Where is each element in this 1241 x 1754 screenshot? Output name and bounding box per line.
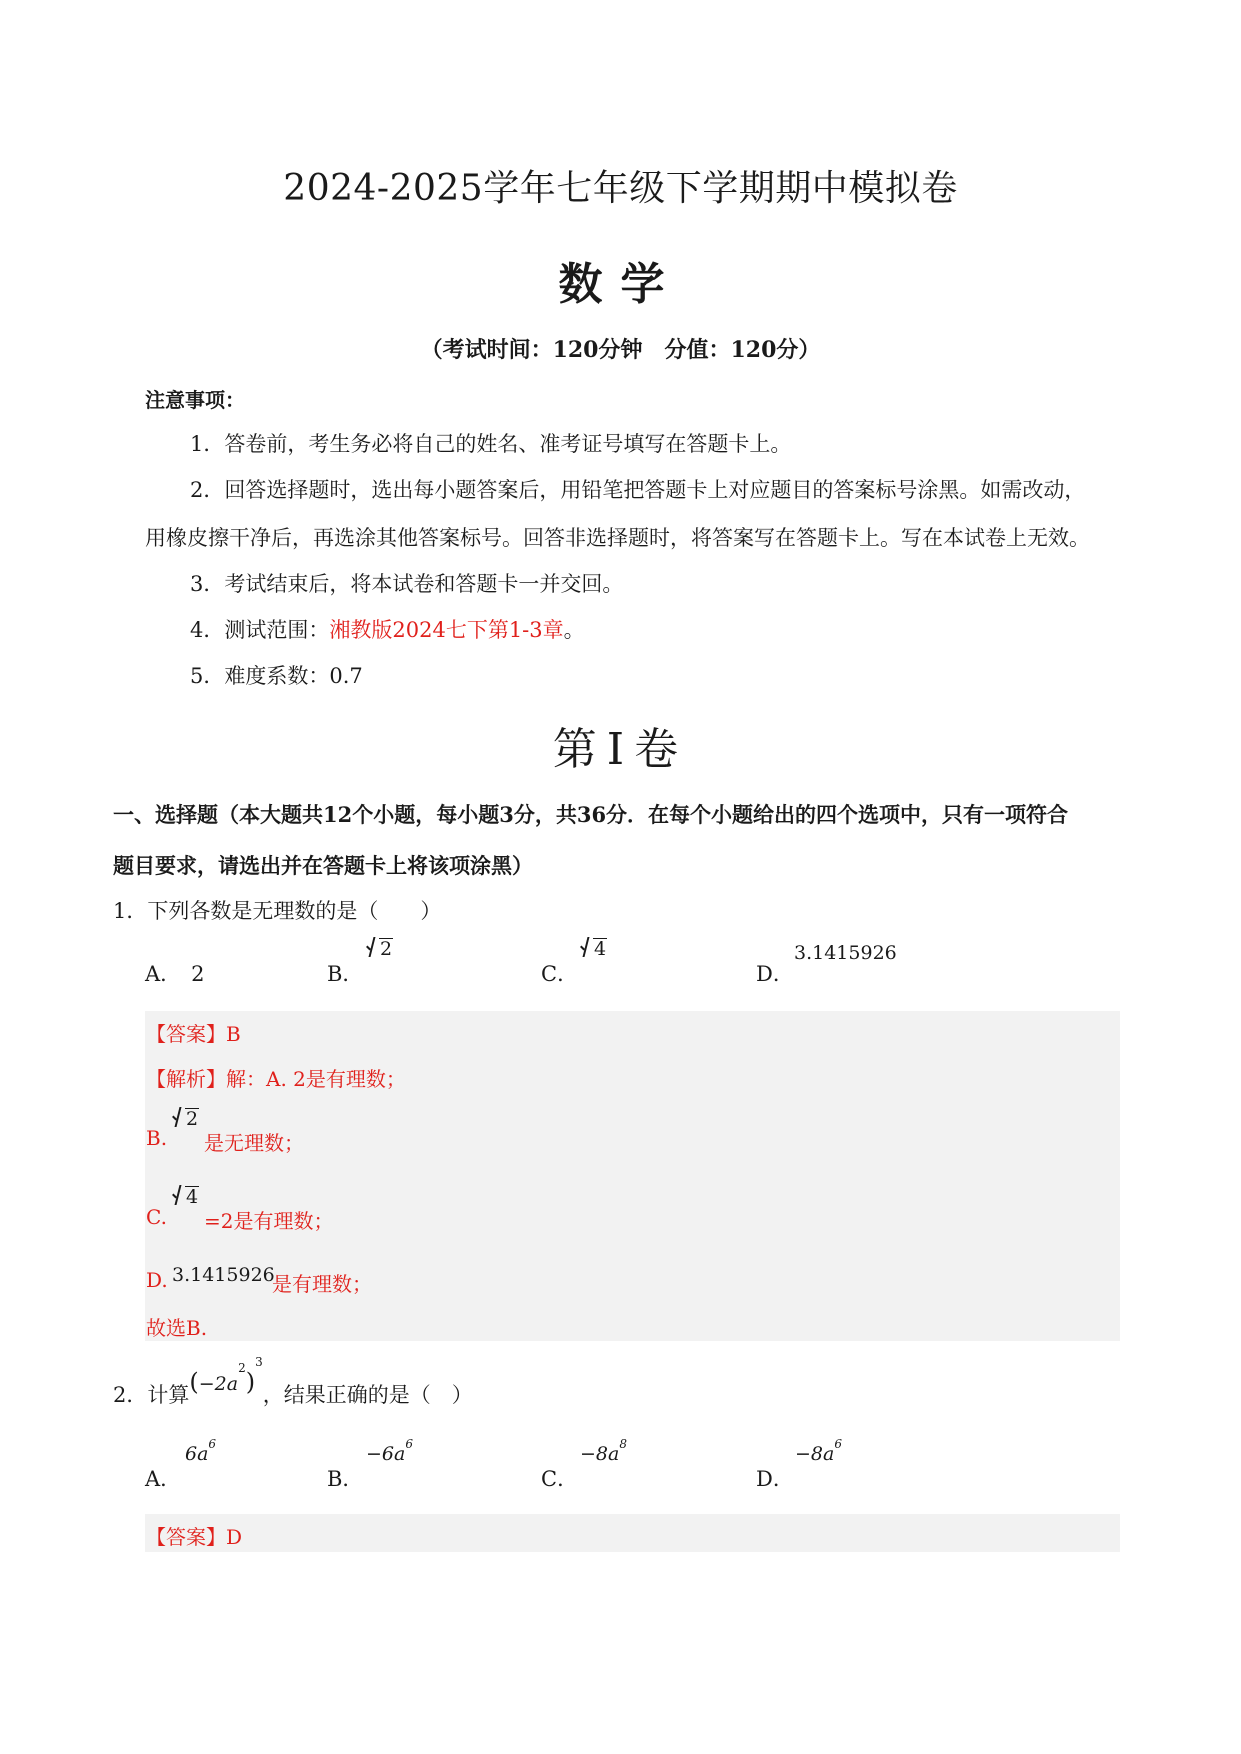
q2-option-c-value (580, 1437, 627, 1465)
q1-conclusion: 故选B. (146, 1316, 208, 1340)
coef: −8a (795, 1443, 835, 1465)
q1-analysis-d-text: 是有理数； (272, 1272, 372, 1296)
q1-analysis-d-prefix: D. (146, 1268, 168, 1292)
option-value: 2 (191, 962, 205, 986)
note-3: 3．考试结束后，将本试卷和答题卡一并交回。 (190, 572, 624, 596)
coef: 6a (185, 1443, 209, 1465)
radicand: 4 (594, 938, 607, 960)
section-heading-line1: 一、选择题（本大题共12个小题，每小题3分，共36分．在每个小题给出的四个选项中，只有一项符合 (113, 802, 1069, 827)
note-2-line2: 用橡皮擦干净后，再选涂其他答案标号。回答非选择题时，将答案写在答题卡上。写在本试卷上无效。 (145, 526, 1090, 550)
paren-close: ) (245, 1368, 256, 1396)
sqrt-symbol (580, 938, 607, 960)
option-label: C． (541, 962, 579, 986)
q2-option-b-value (366, 1437, 413, 1465)
coef: −6a (366, 1443, 406, 1465)
note-4-prefix: 4．测试范围： (190, 618, 330, 642)
note-1: 1．答卷前，考生务必将自己的姓名、准考证号填写在答题卡上。 (190, 432, 792, 456)
q1-analysis-b-sqrt (172, 1108, 199, 1130)
note-2-line1: 2．回答选择题时，选出每小题答案后，用铅笔把答题卡上对应题目的答案标号涂黑。如需改动， (190, 478, 1086, 502)
q2-stem-suffix: ，结果正确的是（ ） (262, 1383, 473, 1407)
q1-option-b (327, 958, 363, 988)
q1-option-c (541, 958, 578, 988)
q1-option-c-sqrt (580, 938, 607, 960)
subject-title: 数学 (558, 259, 683, 310)
test-scope: 湘教版2024七下第1-3章 (329, 618, 564, 642)
q1-option-a (145, 958, 205, 988)
inner-exponent: 2 (238, 1361, 246, 1375)
radicand: 2 (380, 938, 393, 960)
time-score-info: （考试时间：120分钟 分值：120分） (420, 337, 821, 363)
q1-analysis-b-text: 是无理数； (204, 1131, 304, 1155)
radicand: 4 (186, 1186, 199, 1208)
option-label: B． (327, 962, 364, 986)
option-label: D． (756, 962, 794, 986)
q2-option-a-value (185, 1437, 217, 1465)
paren-open: ( (189, 1368, 199, 1396)
q2-option-a-label: A． (145, 1467, 182, 1491)
note-4-suffix: 。 (563, 618, 585, 642)
note-4 (190, 614, 585, 644)
q1-analysis-head: 【解析】解：A. 2是有理数； (146, 1067, 406, 1091)
q1-option-d-value: 3.1415926 (794, 942, 897, 964)
q1-analysis-c-prefix: C. (146, 1205, 167, 1229)
sqrt-symbol (172, 1108, 199, 1130)
sqrt-symbol (366, 938, 393, 960)
q2-option-d-value (795, 1437, 842, 1465)
q2-option-b-label: B． (327, 1467, 364, 1491)
exponent: 6 (834, 1437, 842, 1451)
exponent: 6 (405, 1437, 413, 1451)
q2-option-c-label: C． (541, 1467, 579, 1491)
exponent: 8 (619, 1437, 627, 1451)
volume-heading: 第Ⅰ卷 (552, 724, 689, 775)
q2-answer-box (145, 1514, 1120, 1552)
q2-option-d-label: D． (756, 1467, 794, 1491)
expr-base: −2a (198, 1373, 239, 1395)
q1-option-d (756, 958, 794, 988)
q2-expression (189, 1355, 263, 1396)
question-2-stem (113, 1355, 473, 1409)
q2-stem-prefix: 2．计算 (113, 1383, 190, 1407)
q1-option-b-sqrt (366, 938, 393, 960)
q2-answer: 【答案】D (146, 1525, 243, 1549)
option-label: A． (145, 962, 182, 986)
q1-analysis-d-value: 3.1415926 (172, 1264, 275, 1286)
radicand: 2 (186, 1108, 199, 1130)
q1-answer: 【答案】B (146, 1022, 241, 1046)
notes-heading: 注意事项： (145, 388, 245, 412)
section-heading-line2: 题目要求，请选出并在答题卡上将该项涂黑） (113, 853, 533, 878)
note-5: 5．难度系数：0.7 (190, 664, 363, 688)
sqrt-symbol (172, 1186, 199, 1208)
q1-analysis-b-prefix: B. (146, 1126, 168, 1150)
question-1-stem: 1．下列各数是无理数的是（ ） (113, 899, 442, 923)
q1-analysis-c-sqrt (172, 1186, 199, 1208)
coef: −8a (580, 1443, 620, 1465)
q1-analysis-c-text: =2是有理数； (204, 1209, 334, 1233)
outer-exponent: 3 (255, 1355, 263, 1369)
exam-title: 2024-2025学年七年级下学期期中模拟卷 (283, 168, 958, 209)
exponent: 6 (208, 1437, 217, 1451)
